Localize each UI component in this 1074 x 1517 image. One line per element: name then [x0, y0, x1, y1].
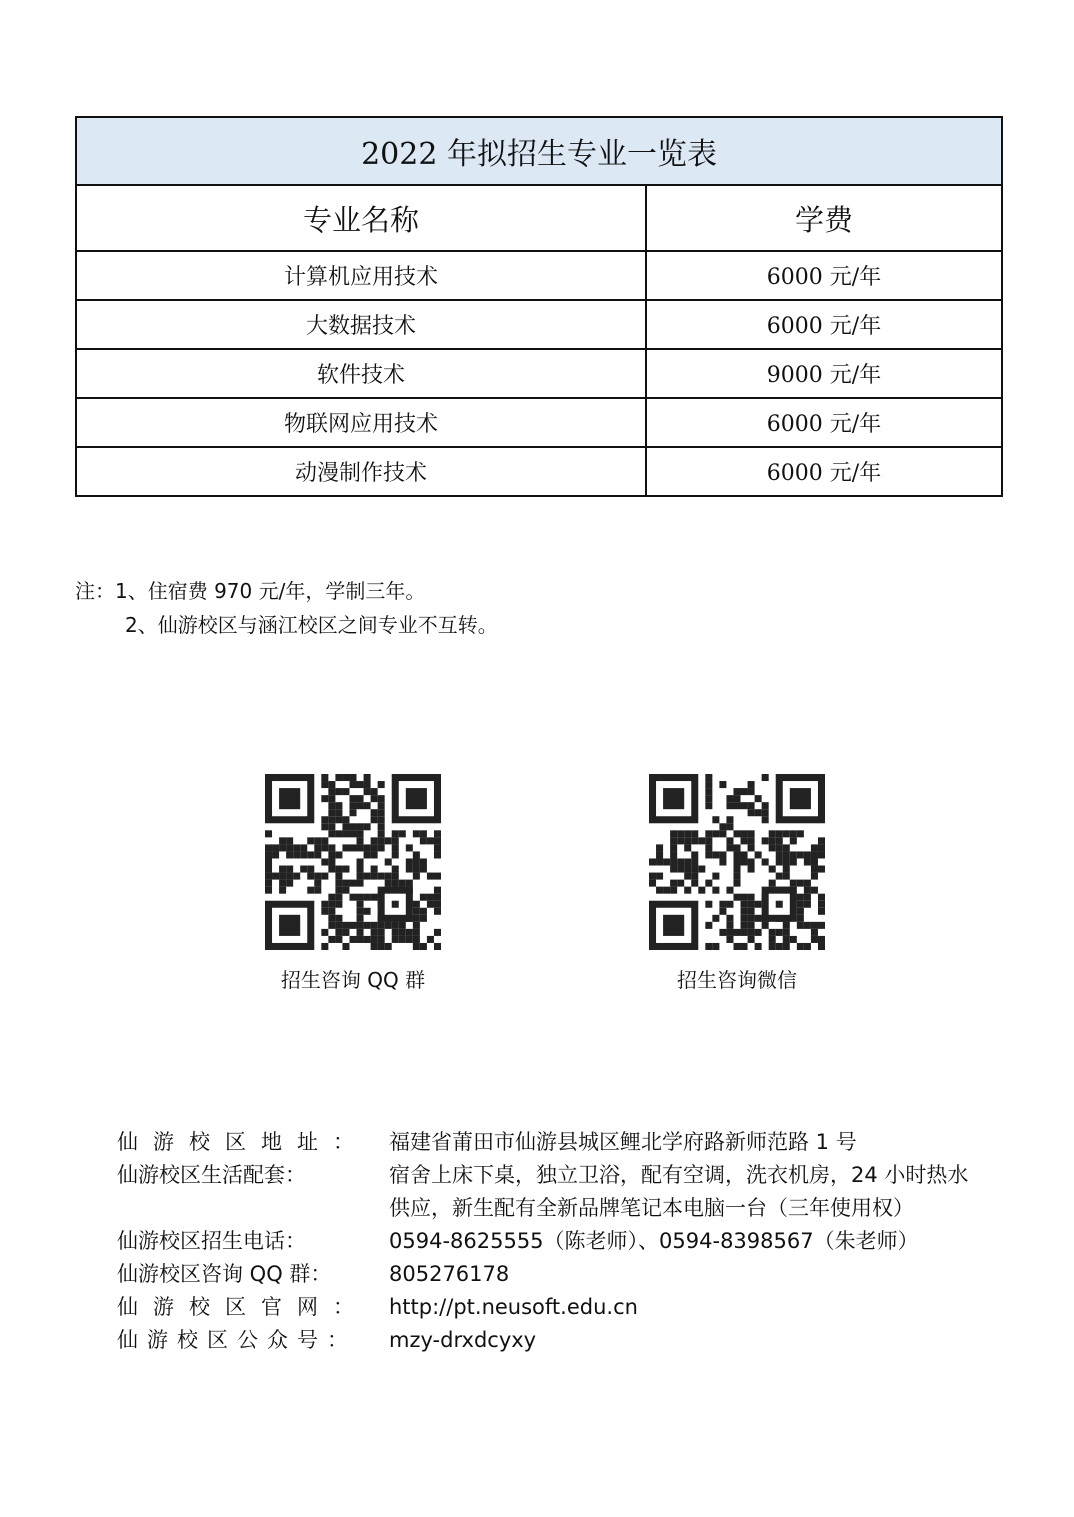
major-cell: 计算机应用技术: [76, 251, 646, 300]
wechat-account-value: mzy-drxdcyxy: [389, 1328, 537, 1352]
wechat-account-label: 仙游校区公众号：: [117, 1328, 357, 1352]
qq-value: 805276178: [389, 1262, 510, 1286]
fee-cell: 6000 元/年: [646, 398, 1002, 447]
qq-qr-caption: 招生咨询 QQ 群: [280, 968, 426, 992]
website-link[interactable]: http://pt.neusoft.edu.cn: [389, 1295, 638, 1319]
qr-code-icon: [649, 774, 825, 950]
info-row-address: [117, 1126, 989, 1159]
facilities-label: 仙游校区生活配套：: [117, 1163, 306, 1187]
table-row: [76, 447, 1002, 496]
info-row-website: [117, 1291, 989, 1324]
qq-label: 仙游校区咨询 QQ 群：: [117, 1262, 332, 1286]
phone-value: 0594-8625555（陈老师）、0594-8398567（朱老师）: [389, 1229, 919, 1253]
facilities-value: 宿舍上床下桌，独立卫浴，配有空调，洗衣机房，24 小时热水供应，新生配有全新品牌笔记本电脑一台（三年使用权）: [389, 1163, 969, 1220]
major-cell: 动漫制作技术: [76, 447, 646, 496]
majors-table-container: [75, 116, 1001, 497]
info-row-wechat: [117, 1324, 989, 1357]
info-row-facilities: [117, 1159, 989, 1225]
address-value: 福建省莆田市仙游县城区鲤北学府路新师范路 1 号: [389, 1130, 857, 1154]
note-line-1: 注：1、住宿费 970 元/年，学制三年。: [75, 579, 426, 603]
table-row: [76, 349, 1002, 398]
table-row: [76, 300, 1002, 349]
fee-cell: 6000 元/年: [646, 447, 1002, 496]
major-cell: 软件技术: [76, 349, 646, 398]
qr-code-icon: [265, 774, 441, 950]
phone-label: 仙游校区招生电话：: [117, 1229, 306, 1253]
major-cell: 大数据技术: [76, 300, 646, 349]
fee-cell: 6000 元/年: [646, 251, 1002, 300]
column-header-major: 专业名称: [76, 185, 646, 251]
qq-group-qr: [233, 774, 473, 993]
info-row-phone: [117, 1225, 989, 1258]
fee-cell: 6000 元/年: [646, 300, 1002, 349]
website-label: 仙游校区官网：: [117, 1295, 369, 1319]
fee-cell: 9000 元/年: [646, 349, 1002, 398]
address-label: 仙游校区地址：: [117, 1130, 369, 1154]
wechat-qr: [617, 774, 857, 993]
major-cell: 物联网应用技术: [76, 398, 646, 447]
table-row: [76, 398, 1002, 447]
info-row-qq: [117, 1258, 989, 1291]
wechat-qr-caption: 招生咨询微信: [677, 968, 797, 992]
table-row: [76, 251, 1002, 300]
majors-table: [75, 116, 1003, 497]
table-title: 2022 年拟招生专业一览表: [76, 117, 1002, 185]
campus-info: [117, 1126, 989, 1357]
notes: [75, 574, 498, 642]
column-header-fee: 学费: [646, 185, 1002, 251]
note-line-2: 2、仙游校区与涵江校区之间专业不互转。: [125, 613, 498, 637]
